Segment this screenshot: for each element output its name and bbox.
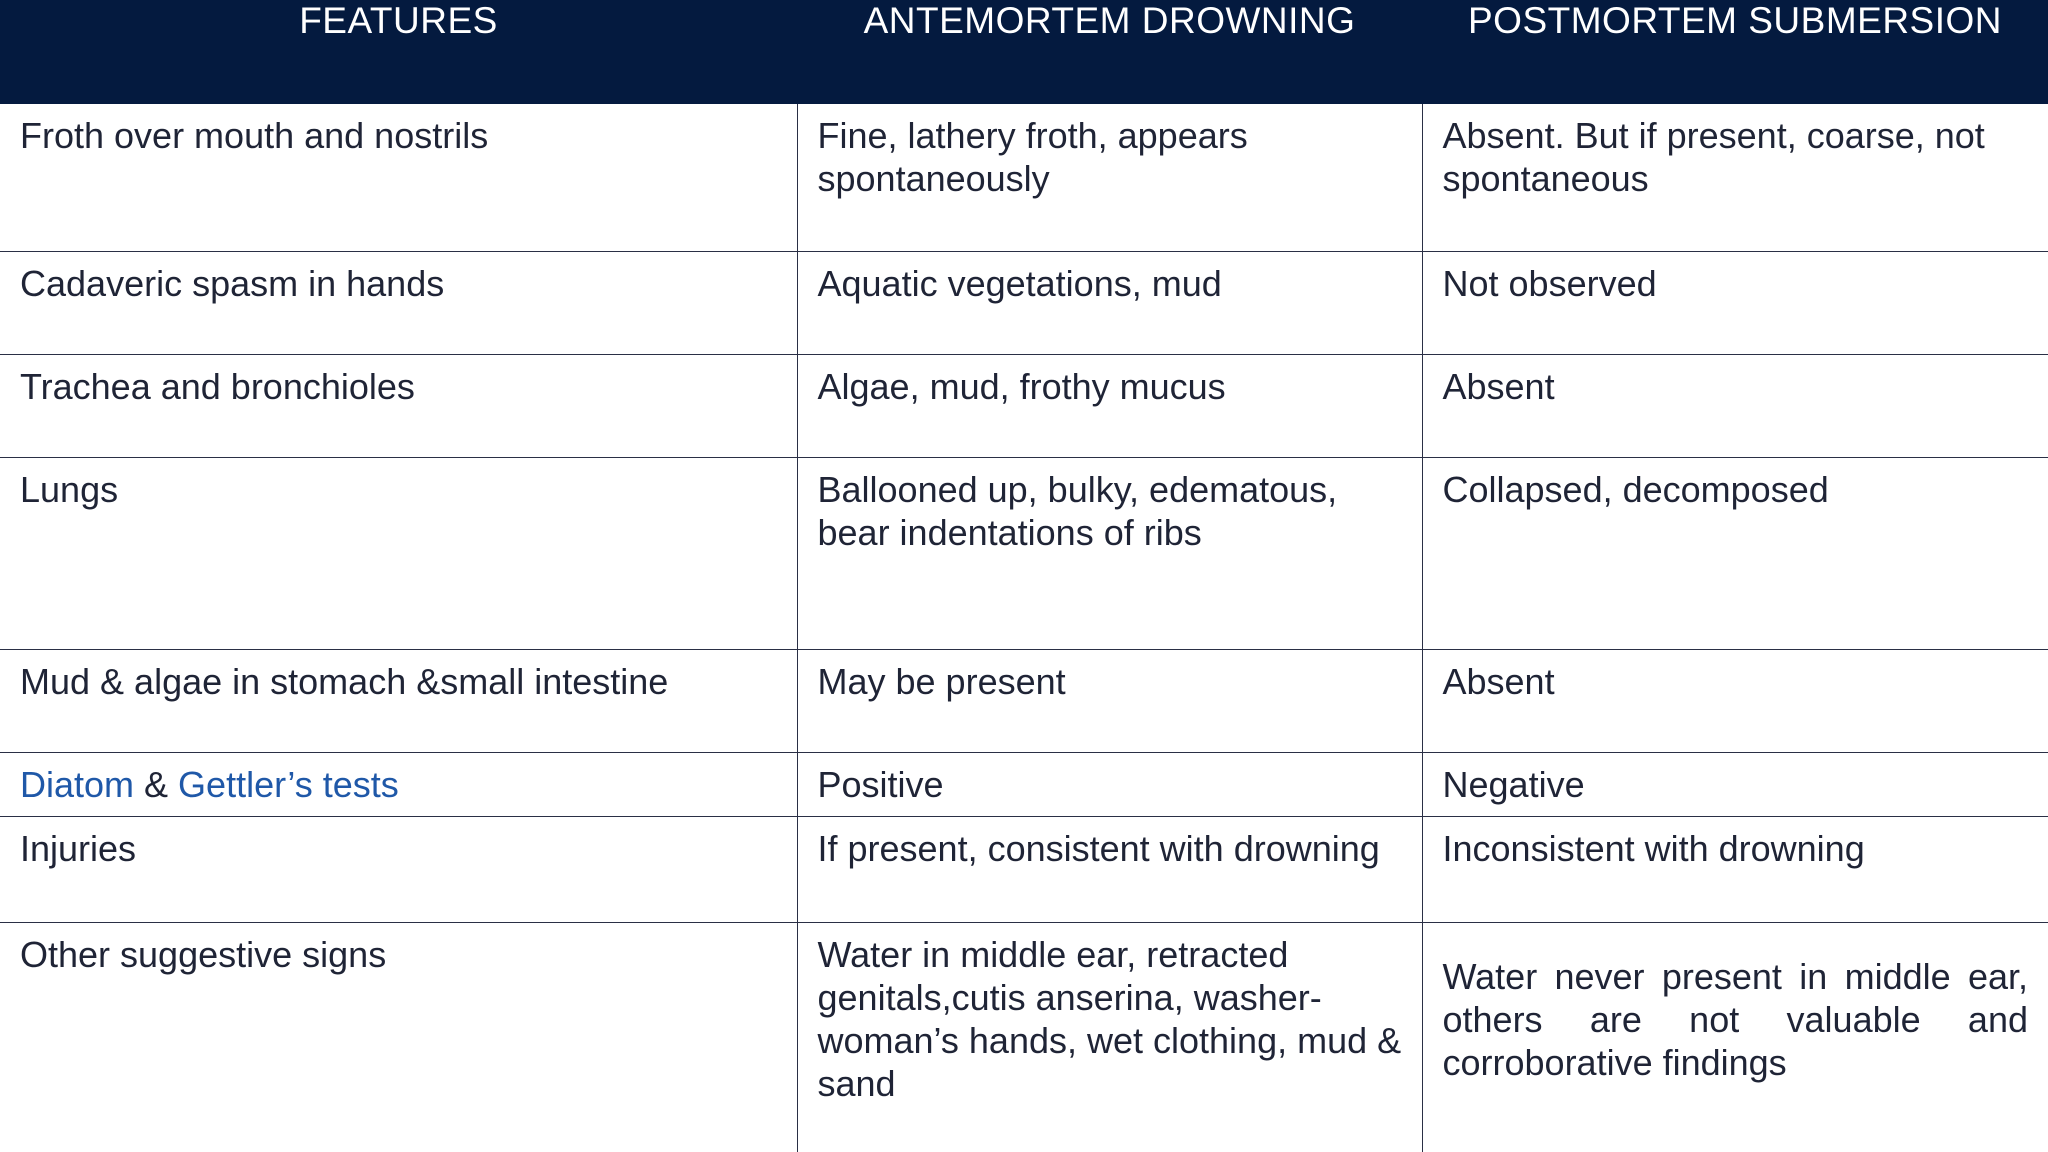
gettlers-tests-link[interactable]: Gettler’s tests xyxy=(178,763,399,805)
header-antemortem: ANTEMORTEM DROWNING xyxy=(797,0,1422,104)
header-features: FEATURES xyxy=(0,0,797,104)
cell-antemortem: May be present xyxy=(797,649,1422,752)
cell-feature: Injuries xyxy=(0,816,797,922)
table-row xyxy=(0,104,2048,251)
table-row xyxy=(0,354,2048,457)
cell-feature: Other suggestive signs xyxy=(0,922,797,1152)
cell-feature: Cadaveric spasm in hands xyxy=(0,251,797,354)
table-row xyxy=(0,816,2048,922)
cell-antemortem: Ballooned up, bulky, edematous, bear indentations of ribs xyxy=(797,457,1422,649)
cell-antemortem: Aquatic vegetations, mud xyxy=(797,251,1422,354)
cell-feature: Trachea and bronchioles xyxy=(0,354,797,457)
cell-postmortem: Not observed xyxy=(1422,251,2048,354)
cell-postmortem: Absent xyxy=(1422,649,2048,752)
cell-postmortem: Negative xyxy=(1422,752,2048,816)
cell-feature: Froth over mouth and nostrils xyxy=(0,104,797,251)
table-row xyxy=(0,457,2048,649)
feature-joiner: & xyxy=(134,763,179,805)
table-row xyxy=(0,922,2048,1152)
cell-postmortem: Absent. But if present, coarse, not spontaneous xyxy=(1422,104,2048,251)
cell-feature: Mud & algae in stomach &small intestine xyxy=(0,649,797,752)
cell-antemortem: Positive xyxy=(797,752,1422,816)
cell-feature: Lungs xyxy=(0,457,797,649)
table-row xyxy=(0,752,2048,816)
cell-postmortem: Collapsed, decomposed xyxy=(1422,457,2048,649)
cell-postmortem: Absent xyxy=(1422,354,2048,457)
cell-antemortem: Algae, mud, frothy mucus xyxy=(797,354,1422,457)
cell-antemortem: If present, consistent with drowning xyxy=(797,816,1422,922)
table-row xyxy=(0,649,2048,752)
table-row xyxy=(0,251,2048,354)
cell-antemortem: Fine, lathery froth, appears spontaneously xyxy=(797,104,1422,251)
cell-antemortem: Water in middle ear, retracted genitals,cutis anserina, washer-woman’s hands, wet clothing, mud & sand xyxy=(797,922,1422,1152)
cell-postmortem: Inconsistent with drowning xyxy=(1422,816,2048,922)
diatom-link[interactable]: Diatom xyxy=(20,763,135,805)
header-postmortem: POSTMORTEM SUBMERSION xyxy=(1422,0,2048,104)
table-body xyxy=(0,104,2048,1152)
table-header xyxy=(0,0,2048,104)
cell-feature xyxy=(0,752,797,816)
cell-postmortem: Water never present in middle ear, others are not valuable and corroborative findings xyxy=(1422,922,2048,1152)
